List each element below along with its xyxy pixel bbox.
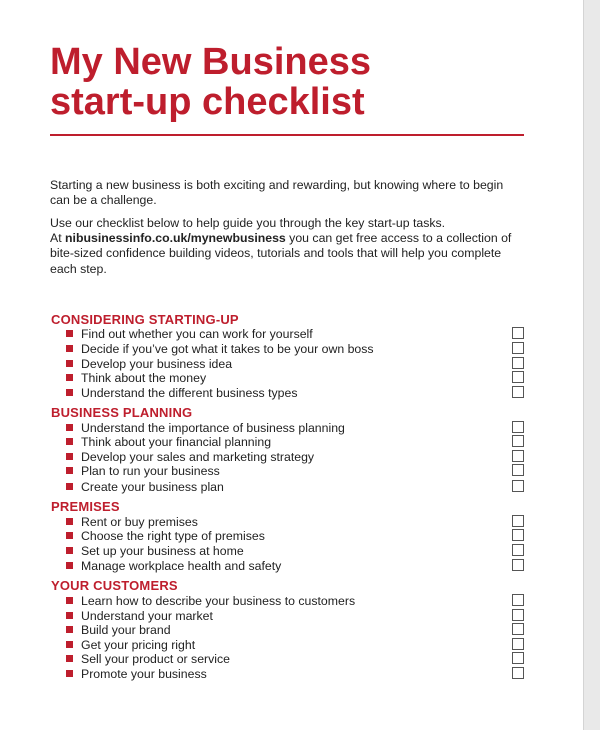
checklist-item xyxy=(0,667,583,682)
item-label: Learn how to describe your business to customers xyxy=(81,594,356,608)
checklist-item xyxy=(0,609,583,624)
checklist-item xyxy=(0,357,583,372)
checkbox[interactable] xyxy=(512,450,524,462)
checkbox[interactable] xyxy=(512,559,524,571)
checkbox[interactable] xyxy=(512,371,524,383)
checklist-item xyxy=(0,559,583,574)
checklist-item xyxy=(0,638,583,653)
checkbox[interactable] xyxy=(512,594,524,606)
bullet-icon xyxy=(66,467,73,474)
checklist-item xyxy=(0,386,583,401)
section-heading: PREMISES xyxy=(51,499,120,514)
bullet-icon xyxy=(66,655,73,662)
checkbox[interactable] xyxy=(512,357,524,369)
checklist-item xyxy=(0,435,583,450)
item-label: Build your brand xyxy=(81,623,171,637)
bullet-icon xyxy=(66,562,73,569)
checklist-item xyxy=(0,342,583,357)
checkbox[interactable] xyxy=(512,327,524,339)
bullet-icon xyxy=(66,438,73,445)
bullet-icon xyxy=(66,518,73,525)
checkbox[interactable] xyxy=(512,515,524,527)
checklist-item xyxy=(0,529,583,544)
checkbox[interactable] xyxy=(512,652,524,664)
checklist-item xyxy=(0,421,583,436)
bullet-icon xyxy=(66,641,73,648)
checklist-item xyxy=(0,371,583,386)
intro-paragraph-2 xyxy=(50,216,520,277)
checklist-item xyxy=(0,450,583,465)
section-heading: BUSINESS PLANNING xyxy=(51,405,193,420)
title-divider xyxy=(50,134,524,136)
item-label: Think about your financial planning xyxy=(81,435,272,449)
checkbox[interactable] xyxy=(512,421,524,433)
bullet-icon xyxy=(66,360,73,367)
bullet-icon xyxy=(66,330,73,337)
page-title xyxy=(50,42,371,122)
item-label: Choose the right type of premises xyxy=(81,529,265,543)
intro-p2-line1: Use our checklist below to help guide you through the key start-up tasks. xyxy=(50,216,446,230)
bullet-icon xyxy=(66,374,73,381)
bullet-icon xyxy=(66,626,73,633)
item-label: Think about the money xyxy=(81,371,207,385)
intro-p2-at: At xyxy=(50,231,66,246)
bullet-icon xyxy=(66,345,73,352)
checklist-item xyxy=(0,544,583,559)
bullet-icon xyxy=(66,424,73,431)
item-label: Find out whether you can work for yourself xyxy=(81,327,313,341)
checklist-item xyxy=(0,623,583,638)
website-link[interactable]: nibusinessinfo.co.uk/mynewbusiness xyxy=(65,231,286,246)
bullet-icon xyxy=(66,670,73,677)
checkbox[interactable] xyxy=(512,529,524,541)
bullet-icon xyxy=(66,483,73,490)
item-label: Develop your business idea xyxy=(81,357,233,371)
checkbox[interactable] xyxy=(512,609,524,621)
checklist-item xyxy=(0,652,583,667)
bullet-icon xyxy=(66,389,73,396)
item-label: Sell your product or service xyxy=(81,652,230,666)
checkbox[interactable] xyxy=(512,623,524,635)
checkbox[interactable] xyxy=(512,480,524,492)
bullet-icon xyxy=(66,597,73,604)
section-heading: CONSIDERING STARTING-UP xyxy=(51,312,239,327)
checkbox[interactable] xyxy=(512,464,524,476)
checkbox[interactable] xyxy=(512,435,524,447)
checkbox[interactable] xyxy=(512,386,524,398)
intro-p2-rest: you can get free access to a collection of bite-sized confidence building videos, tutorials and tools that will help you complete each step. xyxy=(50,231,512,276)
intro-paragraph-1: Starting a new business is both exciting and rewarding, but knowing where to begin can be a challenge. xyxy=(50,178,504,208)
item-label: Develop your sales and marketing strategy xyxy=(81,450,315,464)
title-line-1: My New Business xyxy=(50,41,371,83)
bullet-icon xyxy=(66,532,73,539)
item-label: Manage workplace health and safety xyxy=(81,559,282,573)
item-label: Promote your business xyxy=(81,667,207,681)
section-heading: YOUR CUSTOMERS xyxy=(51,578,178,593)
viewer-margin xyxy=(583,0,600,730)
checkbox[interactable] xyxy=(512,667,524,679)
checklist-item xyxy=(0,464,583,479)
checkbox[interactable] xyxy=(512,342,524,354)
checkbox[interactable] xyxy=(512,544,524,556)
checklist-item xyxy=(0,327,583,342)
item-label: Understand the different business types xyxy=(81,386,298,400)
item-label: Plan to run your business xyxy=(81,464,220,478)
checklist-item xyxy=(0,594,583,609)
item-label: Understand your market xyxy=(81,609,213,623)
item-label: Create your business plan xyxy=(81,480,224,494)
checkbox[interactable] xyxy=(512,638,524,650)
item-label: Set up your business at home xyxy=(81,544,244,558)
item-label: Decide if you’ve got what it takes to be your own boss xyxy=(81,342,374,356)
bullet-icon xyxy=(66,547,73,554)
item-label: Rent or buy premises xyxy=(81,515,198,529)
bullet-icon xyxy=(66,612,73,619)
item-label: Get your pricing right xyxy=(81,638,196,652)
bullet-icon xyxy=(66,453,73,460)
checklist-item xyxy=(0,515,583,530)
checklist-item xyxy=(0,480,583,495)
item-label: Understand the importance of business planning xyxy=(81,421,345,435)
title-line-2: start-up checklist xyxy=(50,81,365,123)
